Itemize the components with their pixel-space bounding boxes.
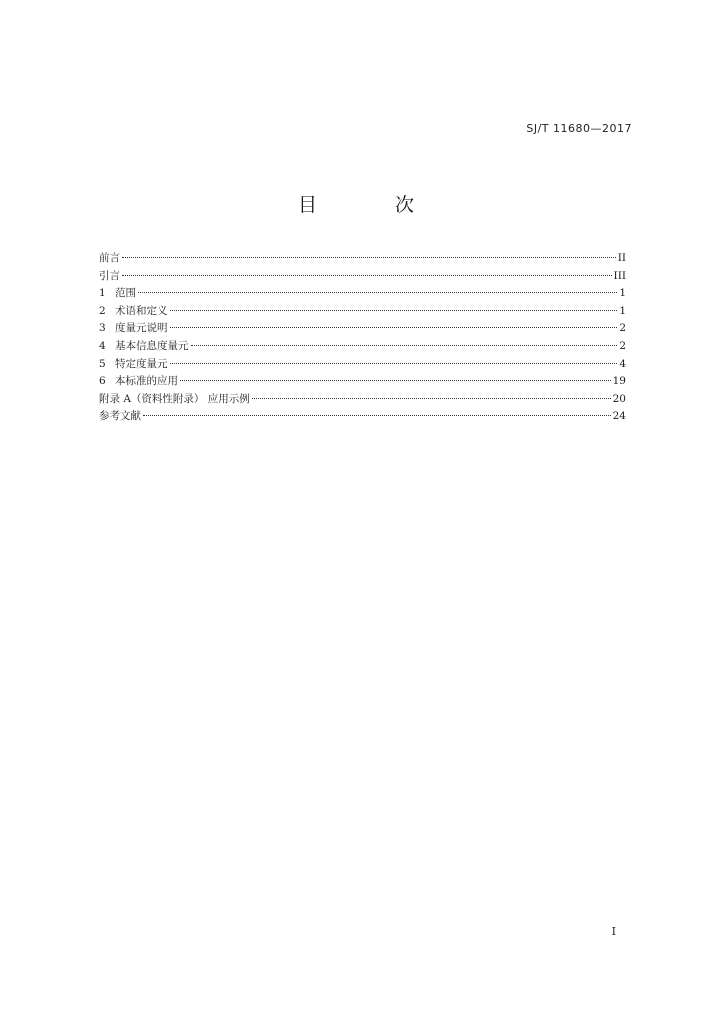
toc-entry-label — [99, 338, 189, 356]
toc-dot-leader — [122, 275, 612, 276]
toc-entry-text: 特定度量元 — [115, 357, 168, 370]
toc-entry-appendix-a[interactable] — [99, 391, 626, 409]
toc-entry-label: 参考文献 — [99, 410, 141, 423]
toc-entry-page: 19 — [612, 375, 626, 388]
toc-entry-number: 4 — [99, 339, 106, 352]
toc-entry-text: 基本信息度量元 — [115, 339, 189, 352]
toc-entry-number: 1 — [99, 287, 106, 300]
toc-entry-page: 24 — [612, 410, 626, 423]
toc-entry-label: 附录 A（资料性附录） 应用示例 — [99, 392, 250, 405]
page-number: I — [611, 925, 616, 938]
toc-title: 目 次 — [297, 194, 451, 216]
toc-entry-text: 本标准的应用 — [115, 375, 178, 388]
toc-dot-leader — [252, 398, 611, 399]
toc-entry-references[interactable] — [99, 408, 626, 426]
standard-code: SJ/T 11680—2017 — [526, 122, 632, 135]
toc-entry-page: II — [617, 252, 626, 264]
toc-entry-foreword[interactable] — [99, 250, 626, 268]
toc-dot-leader — [138, 292, 617, 293]
toc-entry-label — [99, 373, 178, 391]
toc-entry-label — [99, 356, 168, 374]
toc-entry-metric-description[interactable] — [99, 320, 626, 338]
toc-entry-label — [99, 303, 168, 321]
toc-entry-specific-metrics[interactable] — [99, 356, 626, 374]
toc-entry-number: 2 — [99, 304, 106, 317]
toc-entry-label: 引言 — [99, 269, 120, 282]
toc-entry-page: 2 — [619, 339, 626, 352]
toc-entry-page: 1 — [619, 304, 626, 317]
toc-dot-leader — [191, 345, 618, 346]
toc-entry-application[interactable] — [99, 373, 626, 391]
toc-dot-leader — [170, 310, 618, 311]
toc-dot-leader — [170, 363, 618, 364]
toc-entry-text: 范围 — [115, 287, 136, 300]
toc-entry-terms[interactable] — [99, 303, 626, 321]
toc-entry-number: 5 — [99, 357, 106, 370]
toc-entry-text: 度量元说明 — [115, 322, 168, 335]
toc-entry-page: 2 — [619, 322, 626, 335]
toc-dot-leader — [180, 380, 611, 381]
toc-entry-label — [99, 320, 168, 338]
toc-entry-page: III — [613, 269, 626, 282]
toc-dot-leader — [122, 257, 616, 258]
toc-dot-leader — [143, 415, 611, 416]
toc-entry-introduction[interactable] — [99, 268, 626, 286]
table-of-contents — [99, 250, 626, 426]
toc-entry-number: 3 — [99, 322, 106, 335]
toc-entry-basic-metrics[interactable] — [99, 338, 626, 356]
toc-entry-page: 1 — [619, 287, 626, 300]
toc-entry-page: 20 — [612, 392, 626, 405]
toc-entry-label: 前言 — [99, 252, 120, 264]
toc-dot-leader — [170, 327, 618, 328]
toc-entry-label — [99, 285, 136, 303]
toc-entry-scope[interactable] — [99, 285, 626, 303]
toc-entry-page: 4 — [619, 357, 626, 370]
toc-entry-text: 术语和定义 — [115, 304, 168, 317]
toc-entry-number: 6 — [99, 375, 106, 388]
